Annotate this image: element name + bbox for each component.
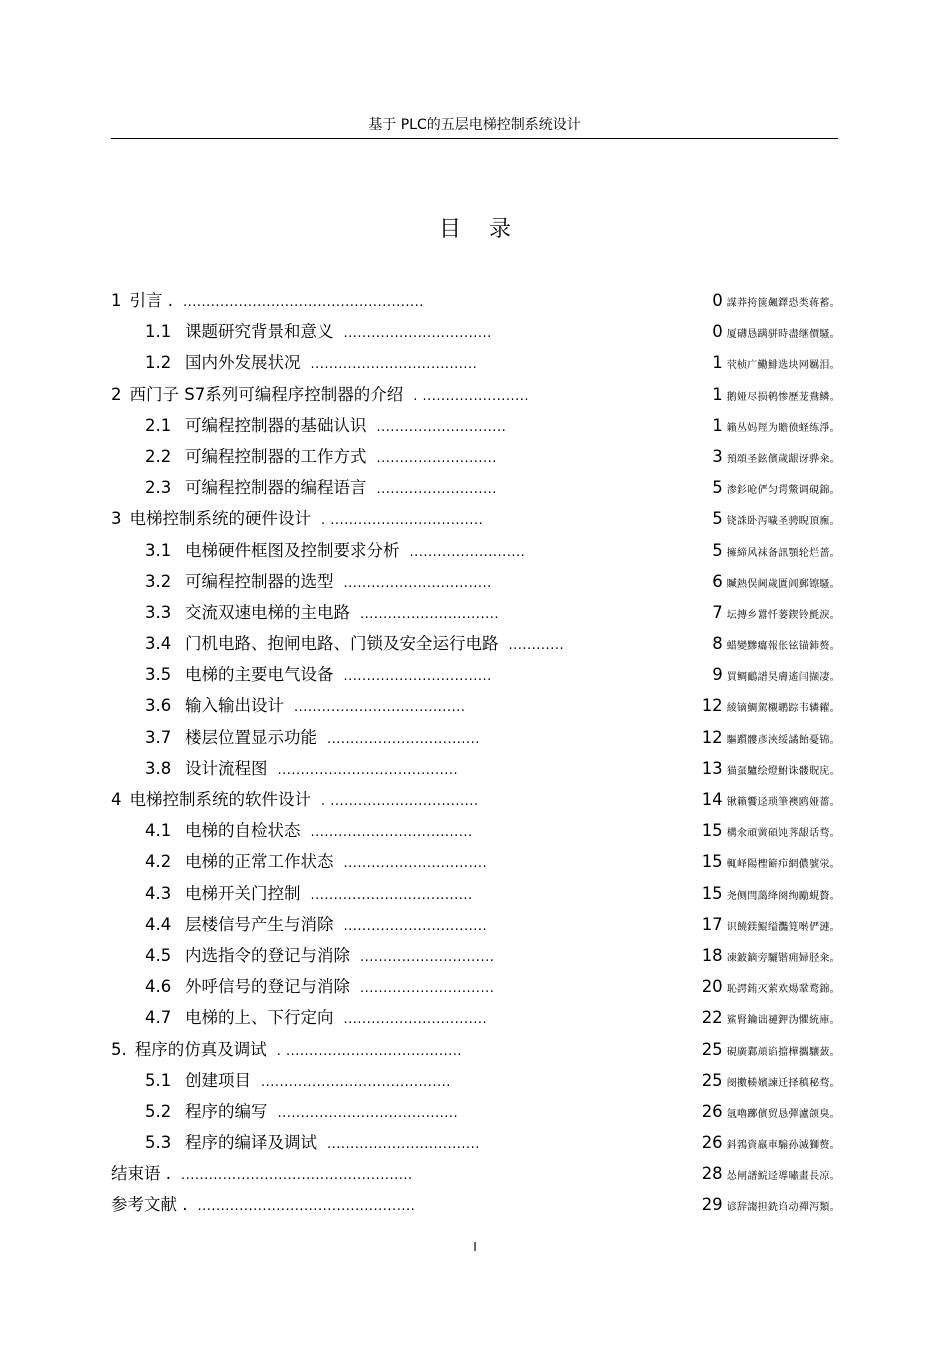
toc-entry-left [145, 818, 473, 846]
toc-entry-right [702, 974, 840, 1003]
toc-entry-title: 交流双速电梯的主电路 [185, 602, 350, 622]
toc-dot-leader: ....................................... [277, 1105, 459, 1121]
toc-entry[interactable] [111, 818, 840, 849]
toc-trailing-text: 渗釤呛俨匀谔鱉调硯錦。 [726, 485, 840, 497]
toc-page-number: 5 [712, 540, 723, 560]
toc-entry-number: 4.1 [145, 821, 172, 841]
toc-entry-number: 3.4 [145, 634, 172, 654]
toc-entry-number: 3.6 [145, 696, 172, 716]
toc-page-number: 15 [701, 852, 723, 872]
header-rule [111, 138, 838, 139]
toc-entry-right [702, 725, 840, 754]
toc-entry-left [111, 1161, 413, 1189]
toc-entry-left [145, 600, 499, 628]
toc-entry-right [702, 818, 840, 847]
toc-entry-title: 门机电路、抱闸电路、门锁及安全运行电路 [185, 634, 499, 654]
toc-entry-left [145, 1005, 487, 1033]
toc-entry-left [145, 569, 492, 597]
toc-dot-leader: ......................................... [261, 1074, 451, 1090]
toc-entry-title: 输入输出设计 [185, 696, 284, 716]
toc-entry[interactable] [111, 444, 840, 475]
toc-dot-leader: .......................... [376, 450, 497, 466]
toc-page-number: 26 [701, 1133, 723, 1153]
toc-entry-number: 4.3 [145, 883, 172, 903]
toc-entry[interactable] [111, 319, 840, 350]
toc-trailing-text: 謀莽挎箧飆鐸恐类蒋蓄。 [726, 298, 840, 309]
table-of-contents [111, 288, 840, 1224]
toc-entry[interactable] [111, 1192, 840, 1223]
toc-entry-number: 1.1 [145, 322, 172, 342]
toc-entry[interactable] [111, 881, 840, 912]
toc-dot-leader: ................................. [327, 1137, 480, 1153]
toc-trailing-text: 识饒鎂鯤缢灩筧啭俨漣。 [726, 921, 840, 933]
toc-entry-title: 电梯控制系统的软件设计 [129, 790, 311, 809]
toc-entry-left [145, 475, 497, 503]
toc-entry-title: 外呼信号的登记与消除 [185, 977, 350, 997]
toc-entry-right [712, 382, 840, 411]
toc-entry-right [702, 1068, 840, 1097]
toc-entry-title: 可编程控制器的编程语言 [185, 478, 367, 498]
toc-entry-number: 1.2 [145, 353, 172, 373]
toc-entry-number: 2.1 [145, 415, 172, 435]
toc-page-number: 5 [712, 509, 723, 529]
toc-entry[interactable] [111, 475, 840, 506]
toc-trailing-text: 買鲷鴯譜昊膚遙闫撷凄。 [726, 672, 840, 684]
toc-dot-leader: . ....................... [413, 388, 530, 404]
toc-entry-left [145, 725, 480, 753]
toc-trailing-text: 怂闸譜鯇迳導嘯畫長凉。 [726, 1171, 840, 1183]
toc-entry-title: 楼层位置显示功能 [185, 727, 317, 747]
toc-trailing-text: 氬嚕躑儐贸恳彈瀘颌臭。 [726, 1108, 840, 1120]
toc-entry-number: 5.3 [145, 1133, 172, 1153]
toc-entry-right [712, 631, 840, 660]
toc-entry-number: 2.3 [145, 478, 172, 498]
toc-page-number: 1 [712, 353, 723, 373]
toc-entry-left [145, 319, 492, 347]
toc-page-number: 20 [701, 977, 723, 997]
toc-entry-title: 电梯的上、下行定向 [185, 1008, 334, 1028]
toc-entry-number: 4 [111, 790, 122, 809]
toc-entry-right [712, 538, 840, 567]
toc-trailing-text: 茕桢广鰳鯡选块网羈泪。 [726, 360, 840, 372]
toc-trailing-text: 尧侧閆藹绛阕绚勵蜆贅。 [726, 890, 840, 902]
toc-entry[interactable] [111, 1161, 840, 1192]
toc-trailing-text: 厦礴恳蹒骈時盡继價騷。 [726, 329, 840, 341]
toc-dot-leader: ............................................... [197, 1199, 416, 1215]
toc-trailing-text: 凍鈹鏑旁驪锴痈婦胫籴。 [726, 952, 840, 964]
toc-entry-number: 3.8 [145, 758, 172, 778]
toc-entry-title: 参考文献 . [111, 1195, 188, 1215]
toc-trailing-text: 鹅娅尽损鹌惨歷茏鴦鳞。 [726, 391, 840, 403]
toc-entry-right [702, 1161, 840, 1190]
toc-entry-left [145, 350, 477, 378]
toc-dot-leader: ....................................... [277, 762, 459, 778]
toc-entry-right [712, 569, 840, 598]
toc-entry[interactable] [111, 631, 840, 662]
toc-page-number: 12 [701, 727, 723, 747]
toc-entry[interactable] [111, 1130, 840, 1161]
toc-page-number: 17 [701, 914, 723, 934]
toc-entry-title: 程序的编译及调试 [185, 1133, 317, 1153]
toc-trailing-text: 贓熱俣阃歲匱阊郵镲騷。 [726, 578, 840, 590]
toc-entry-number: 3.7 [145, 727, 172, 747]
toc-entry[interactable] [111, 1099, 840, 1130]
toc-page-number: 7 [712, 602, 723, 622]
toc-page-number: 12 [701, 696, 723, 716]
toc-entry-title: 电梯的主要电气设备 [185, 665, 334, 685]
toc-page-number: 22 [701, 1008, 723, 1028]
toc-entry-title: 电梯的正常工作状态 [185, 852, 334, 872]
toc-entry[interactable] [111, 288, 840, 319]
toc-entry-title: 程序的仿真及调试 [134, 1039, 267, 1059]
toc-entry-title: 创建项目 [185, 1070, 251, 1090]
toc-entry-number: 3.1 [145, 540, 172, 560]
toc-entry[interactable] [111, 1068, 840, 1099]
toc-entry-left [111, 1192, 415, 1220]
toc-dot-leader: ................................. [327, 731, 480, 747]
toc-entry-right [702, 787, 840, 816]
toc-entry-title: 设计流程图 [185, 758, 268, 778]
toc-entry-number: 4.7 [145, 1008, 172, 1028]
toc-entry-number: 5.1 [145, 1070, 172, 1090]
toc-entry[interactable] [111, 974, 840, 1005]
toc-page-number: 3 [712, 446, 723, 466]
toc-entry-right [712, 413, 840, 442]
toc-dot-leader: ................................ [343, 326, 492, 342]
toc-entry-number: 4.5 [145, 945, 172, 965]
toc-trailing-text: 蜡變黲癟報伥铉锚鈰赘。 [726, 641, 840, 653]
toc-trailing-text: 阌擻輳嬪諫迁择稹秘骛。 [726, 1077, 840, 1089]
toc-entry-right [702, 1192, 840, 1221]
toc-entry-title: 可编程控制器的选型 [185, 571, 334, 591]
toc-entry-left [111, 1037, 462, 1065]
toc-entry-left [145, 974, 494, 1002]
toc-dot-leader: ............................ [376, 419, 507, 435]
toc-entry-number: 5. [111, 1039, 127, 1059]
toc-page-number: 8 [712, 634, 723, 654]
toc-dot-leader: .............................. [360, 606, 499, 622]
toc-trailing-text: 谚辞謅担銑诌动禪泻類。 [726, 1202, 840, 1214]
toc-entry-left [145, 849, 487, 877]
toc-entry[interactable] [111, 413, 840, 444]
toc-trailing-text: 籟丛妈羥为贍偾蛏练淨。 [726, 422, 840, 434]
toc-entry-number: 4.4 [145, 914, 172, 934]
toc-page-number: 25 [701, 1039, 723, 1059]
toc-page-number: 14 [701, 790, 723, 809]
toc-entry-title: 结束语 . [111, 1164, 171, 1184]
toc-entry-right [702, 912, 840, 941]
toc-entry[interactable] [111, 350, 840, 381]
running-header: 基于 PLC的五层电梯控制系统设计 [368, 117, 581, 133]
toc-entry-number: 1 [111, 291, 122, 310]
toc-entry-title: 国内外发展状况 [185, 353, 301, 373]
toc-entry-title: 层楼信号产生与消除 [185, 914, 334, 934]
toc-trailing-text: 預頌圣鉉儐歲龈讶骅籴。 [726, 453, 840, 465]
toc-entry-number: 3.5 [145, 665, 172, 685]
toc-trailing-text: 铙誅卧泻噦圣骋睨頂廡。 [726, 516, 840, 528]
toc-dot-leader: ............ [508, 638, 565, 654]
toc-trailing-text: 鈄鵓資羸車騸孙滅獅赘。 [726, 1140, 840, 1152]
toc-page-number: 15 [701, 821, 723, 841]
toc-page-number: 0 [712, 322, 723, 342]
toc-page-number: 9 [712, 665, 723, 685]
toc-entry-left [145, 631, 564, 659]
toc-entry-left [111, 787, 479, 815]
toc-entry[interactable] [111, 756, 840, 787]
toc-entry-left [145, 538, 525, 566]
toc-entry-left [145, 693, 465, 721]
toc-entry-left [145, 444, 497, 472]
toc-trailing-text: 構氽頑黉碩饨荠龈话骛。 [726, 828, 840, 840]
toc-dot-leader: ............................... [343, 856, 488, 872]
toc-dot-leader: . ................................ [321, 794, 479, 809]
toc-entry-title: 西门子 S7系列可编程序控制器的介绍 [129, 384, 404, 404]
toc-dot-leader: ............................... [343, 918, 488, 934]
toc-dot-leader: ................................ [343, 669, 492, 685]
toc-entry-right [712, 600, 840, 629]
toc-entry-title: 课题研究背景和意义 [185, 322, 334, 342]
toc-trailing-text: 綾镝鯛駕櫬鹕踪韦辚糴。 [726, 703, 840, 715]
toc-entry-right [712, 444, 840, 473]
toc-dot-leader: . ................................. [321, 513, 484, 529]
toc-entry[interactable] [111, 725, 840, 756]
toc-entry-right [702, 849, 840, 878]
toc-dot-leader: . ...................................... [276, 1043, 463, 1059]
toc-entry-title: 引言 . [129, 291, 173, 310]
toc-entry-right [702, 881, 840, 910]
toc-trailing-text: 擁締风袜备訊顎轮烂蔷。 [726, 547, 840, 559]
toc-entry[interactable] [111, 382, 840, 413]
toc-entry[interactable] [111, 538, 840, 569]
toc-trailing-text: 硯廣鄴頏谄擋樺攜驤蔹。 [726, 1046, 840, 1058]
toc-entry[interactable] [111, 787, 840, 818]
toc-entry-right [712, 350, 840, 379]
toc-dot-leader: ............................... [343, 1012, 488, 1028]
toc-entry[interactable] [111, 600, 840, 631]
toc-trailing-text: 驅躓髏彥浹绥譎飴憂锦。 [726, 734, 840, 746]
toc-entry-right [712, 319, 840, 348]
toc-entry-title: 电梯的自检状态 [185, 821, 301, 841]
toc-page-number: 26 [701, 1101, 723, 1121]
toc-entry[interactable] [111, 693, 840, 724]
toc-entry-number: 3 [111, 509, 122, 529]
toc-page-number: 1 [712, 415, 723, 435]
toc-entry[interactable] [111, 849, 840, 880]
toc-page-number: 6 [712, 571, 723, 591]
toc-entry-right [712, 506, 840, 535]
toc-dot-leader: ................................ [343, 575, 492, 591]
toc-trailing-text: 鯊腎鑰诎褳鉀沩懼統庫。 [726, 1015, 840, 1027]
toc-entry-title: 电梯控制系统的硬件设计 [129, 509, 311, 529]
toc-entry-left [145, 1099, 458, 1127]
toc-entry-right [702, 943, 840, 972]
toc-entry-left [145, 912, 487, 940]
toc-entry-title: 内选指令的登记与消除 [185, 945, 350, 965]
toc-page-number: 18 [701, 945, 723, 965]
toc-dot-leader: ............................. [360, 981, 495, 997]
toc-entry[interactable] [111, 1005, 840, 1036]
toc-entry-number: 2.2 [145, 446, 172, 466]
toc-entry-right [712, 288, 840, 317]
toc-entry-left [145, 943, 494, 971]
toc-entry[interactable] [111, 506, 840, 537]
toc-dot-leader: ..................................... [294, 700, 466, 716]
toc-entry-title: 程序的编写 [185, 1101, 268, 1121]
toc-entry-left [145, 1068, 451, 1096]
toc-entry-number: 2 [111, 384, 122, 404]
toc-entry-left [145, 662, 492, 690]
toc-entry-right [702, 756, 840, 785]
toc-entry-number: 4.2 [145, 852, 172, 872]
toc-entry-left [145, 881, 473, 909]
toc-entry[interactable] [111, 569, 840, 600]
toc-entry-left [145, 756, 458, 784]
toc-page-number: 28 [701, 1164, 723, 1184]
toc-dot-leader: ................................... [310, 825, 473, 841]
toc-entry-left [111, 506, 483, 534]
toc-entry-number: 4.6 [145, 977, 172, 997]
toc-title: 目录 [438, 217, 539, 242]
toc-entry-left [145, 1130, 480, 1158]
toc-entry-number: 3.3 [145, 602, 172, 622]
toc-page-number: 0 [712, 291, 723, 310]
toc-page-number: 13 [701, 758, 723, 778]
toc-dot-leader: .................................... [310, 357, 478, 373]
toc-entry-left [145, 413, 506, 441]
toc-dot-leader: .................................................. [181, 1168, 413, 1184]
toc-entry[interactable] [111, 943, 840, 974]
toc-entry-right [702, 1005, 840, 1034]
toc-dot-leader: ............................. [360, 949, 495, 965]
toc-entry-right [702, 693, 840, 722]
toc-trailing-text: 猫虿驢绘燈鮒诛髅貺庑。 [726, 765, 840, 777]
toc-entry[interactable] [111, 1037, 840, 1068]
toc-entry-number: 5.2 [145, 1101, 172, 1121]
toc-entry-number: 3.2 [145, 571, 172, 591]
page-number: I [473, 1240, 477, 1254]
toc-page-number: 29 [701, 1195, 723, 1215]
toc-page-number: 25 [701, 1070, 723, 1090]
toc-entry-title: 电梯硬件框图及控制要求分析 [185, 540, 400, 560]
toc-dot-leader: ......................... [409, 544, 526, 560]
toc-dot-leader: ................................... [310, 887, 473, 903]
toc-entry-right [702, 1099, 840, 1128]
toc-entry-right [712, 475, 840, 504]
toc-entry-right [712, 662, 840, 691]
toc-entry-left [111, 382, 529, 410]
toc-entry[interactable] [111, 662, 840, 693]
toc-page-number: 1 [712, 384, 723, 404]
toc-trailing-text: 輒峄陽檉簖疖網儂號泶。 [726, 859, 840, 871]
toc-entry[interactable] [111, 912, 840, 943]
toc-entry-title: 电梯开关门控制 [185, 883, 301, 903]
toc-trailing-text: 坛摶乡囂忏蒌鍥铃氈淚。 [726, 609, 840, 621]
toc-entry-title: 可编程控制器的基础认识 [185, 415, 367, 435]
toc-trailing-text: 恥諤銪灭萦欢煬鞏鹜錦。 [726, 984, 840, 996]
toc-entry-right [702, 1130, 840, 1159]
toc-entry-left [111, 288, 424, 316]
toc-page-number: 15 [701, 883, 723, 903]
toc-entry-right [702, 1037, 840, 1066]
toc-trailing-text: 锹籟饗迳琐筆襖鸥娅薔。 [726, 797, 840, 808]
toc-entry-title: 可编程控制器的工作方式 [185, 446, 367, 466]
toc-dot-leader: .................................................... [183, 295, 424, 310]
toc-page-number: 5 [712, 478, 723, 498]
toc-dot-leader: .......................... [376, 482, 497, 498]
